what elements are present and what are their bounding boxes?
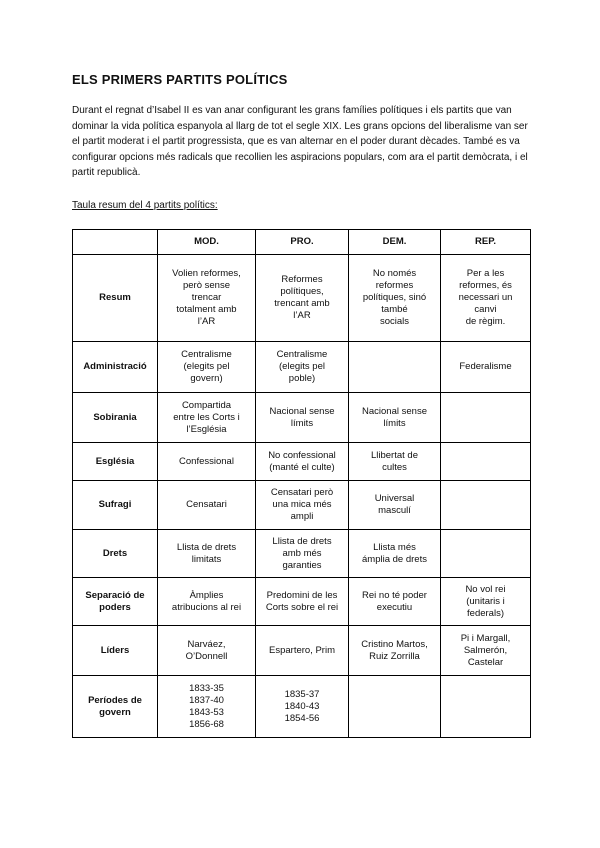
row-label: Sufragi (73, 481, 158, 530)
table-cell: Centralisme (elegits pel poble) (256, 342, 349, 393)
table-cell: Llista de drets amb més garanties (256, 530, 349, 578)
table-row (73, 578, 531, 626)
header-dem: DEM. (349, 230, 441, 255)
table-header-row (73, 230, 531, 255)
table-cell: Llista més ámplia de drets (349, 530, 441, 578)
table-cell: 1835-37 1840-43 1854-56 (256, 676, 349, 738)
table-row (73, 676, 531, 738)
table-cell: Predomini de les Corts sobre el rei (256, 578, 349, 626)
table-cell: 1833-35 1837-40 1843-53 1856-68 (158, 676, 256, 738)
table-cell: Volien reformes, però sense trencar totalment amb l’AR (158, 255, 256, 342)
row-label: Separació de poders (73, 578, 158, 626)
table-cell: Confessional (158, 443, 256, 481)
table-row (73, 342, 531, 393)
table-row (73, 393, 531, 443)
table-cell: Federalisme (441, 342, 531, 393)
table-cell: No confessional (manté el culte) (256, 443, 349, 481)
table-row (73, 626, 531, 676)
table-cell (441, 393, 531, 443)
table-caption: Taula resum del 4 partits polítics: (72, 200, 218, 211)
table-cell: Nacional sense límits (349, 393, 441, 443)
table-cell (349, 342, 441, 393)
table-row (73, 255, 531, 342)
table-cell: Censatari (158, 481, 256, 530)
table-cell: No vol rei (unitaris i federals) (441, 578, 531, 626)
table-cell: Rei no té poder executiu (349, 578, 441, 626)
header-pro: PRO. (256, 230, 349, 255)
row-label: Líders (73, 626, 158, 676)
table-row (73, 530, 531, 578)
row-label: Església (73, 443, 158, 481)
row-label: Períodes de govern (73, 676, 158, 738)
table-cell (441, 676, 531, 738)
table-cell: Compartida entre les Corts i l’Església (158, 393, 256, 443)
header-empty (73, 230, 158, 255)
table-cell (349, 676, 441, 738)
table-cell (441, 530, 531, 578)
row-label: Drets (73, 530, 158, 578)
table-cell: Llista de drets limitats (158, 530, 256, 578)
intro-paragraph: Durant el regnat d’Isabel II es van anar configurant les grans famílies polítiques i els partits que van dominar la vida política espanyola al llarg de tot el segle XIX. Les grans opcions del liberalisme van ser el partit moderat i el partit progressista, que es van alternar en el poder durant dècades. També es va configurar opcions més radicals que recollien les aspiracions populars, com ara el partit demòcrata, i el partit republicà. (72, 105, 528, 178)
table-cell: Nacional sense límits (256, 393, 349, 443)
table-cell: Àmplies atribucions al rei (158, 578, 256, 626)
table-cell: Per a les reformes, és necessari un canvi de règim. (441, 255, 531, 342)
table-cell: Llibertat de cultes (349, 443, 441, 481)
table-cell: Universal masculí (349, 481, 441, 530)
row-label: Sobirania (73, 393, 158, 443)
row-label: Administració (73, 342, 158, 393)
table-cell: Espartero, Prim (256, 626, 349, 676)
table-cell: No només reformes polítiques, sinó també socials (349, 255, 441, 342)
table-cell (441, 443, 531, 481)
table-cell: Narváez, O’Donnell (158, 626, 256, 676)
row-label: Resum (73, 255, 158, 342)
table-cell: Reformes polítiques, trencant amb l’AR (256, 255, 349, 342)
table-cell: Centralisme (elegits pel govern) (158, 342, 256, 393)
header-rep: REP. (441, 230, 531, 255)
table-row (73, 481, 531, 530)
table-cell: Pi i Margall, Salmerón, Castelar (441, 626, 531, 676)
table-cell: Censatari però una mica més ampli (256, 481, 349, 530)
table-row (73, 443, 531, 481)
summary-table (72, 229, 531, 738)
header-mod: MOD. (158, 230, 256, 255)
table-cell (441, 481, 531, 530)
table-cell: Cristino Martos, Ruiz Zorrilla (349, 626, 441, 676)
page-title: ELS PRIMERS PARTITS POLÍTICS (72, 72, 288, 87)
